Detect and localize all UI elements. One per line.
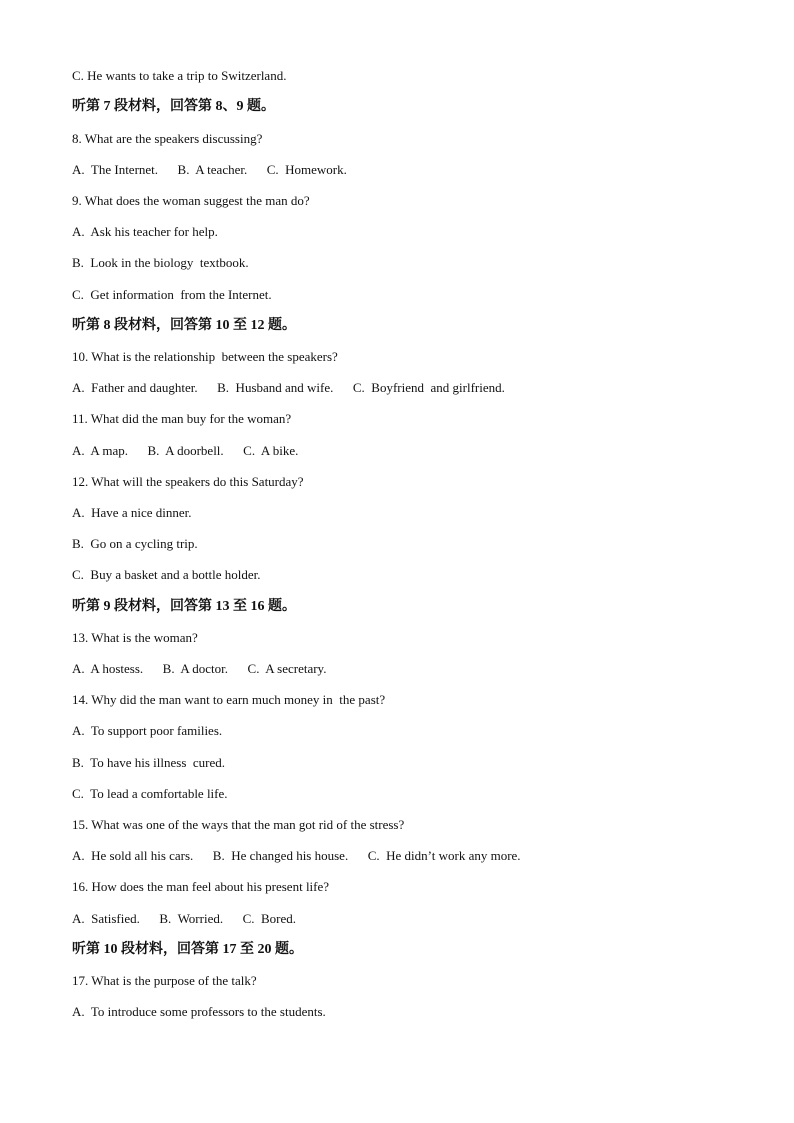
- option-line: A. To introduce some professors to the students.: [72, 1004, 326, 1019]
- section-heading: 听第 8 段材料，回答第 10 至 12 题。: [72, 318, 296, 333]
- option-line: C. To lead a comfortable life.: [72, 786, 228, 801]
- option-line: C. Buy a basket and a bottle holder.: [72, 567, 261, 582]
- section-heading: 听第 7 段材料，回答第 8、9 题。: [72, 99, 275, 114]
- option-line: A. Have a nice dinner.: [72, 505, 192, 520]
- option-line: A. To support poor families.: [72, 723, 223, 738]
- question-line: 9. What does the woman suggest the man do?: [72, 193, 310, 208]
- question-line: 12. What will the speakers do this Saturday?: [72, 474, 304, 489]
- option-line: A. Ask his teacher for help.: [72, 224, 218, 239]
- question-line: 15. What was one of the ways that the man got rid of the stress?: [72, 817, 405, 832]
- option-line: A. A map. B. A doorbell. C. A bike.: [72, 443, 299, 458]
- section-heading: 听第 9 段材料，回答第 13 至 16 题。: [72, 599, 296, 614]
- question-line: 10. What is the relationship between the speakers?: [72, 349, 338, 364]
- question-line: 11. What did the man buy for the woman?: [72, 411, 292, 426]
- option-line: A. Satisfied. B. Worried. C. Bored.: [72, 911, 297, 926]
- question-line: 16. How does the man feel about his present life?: [72, 879, 330, 894]
- option-line: B. Go on a cycling trip.: [72, 536, 198, 551]
- question-line: 13. What is the woman?: [72, 630, 198, 645]
- question-line: 8. What are the speakers discussing?: [72, 131, 263, 146]
- option-line: B. To have his illness cured.: [72, 755, 226, 770]
- question-line: 14. Why did the man want to earn much money in the past?: [72, 692, 386, 707]
- option-line: A. The Internet. B. A teacher. C. Homework.: [72, 162, 347, 177]
- option-line: B. Look in the biology textbook.: [72, 255, 249, 270]
- option-line: A. A hostess. B. A doctor. C. A secretary.: [72, 661, 327, 676]
- question-line: 17. What is the purpose of the talk?: [72, 973, 257, 988]
- option-line: C. He wants to take a trip to Switzerland.: [72, 68, 287, 83]
- option-line: A. He sold all his cars. B. He changed his house. C. He didn’t work any more.: [72, 848, 521, 863]
- section-heading: 听第 10 段材料，回答第 17 至 20 题。: [72, 942, 303, 957]
- option-line: A. Father and daughter. B. Husband and wife. C. Boyfriend and girlfriend.: [72, 380, 505, 395]
- option-line: C. Get information from the Internet.: [72, 287, 272, 302]
